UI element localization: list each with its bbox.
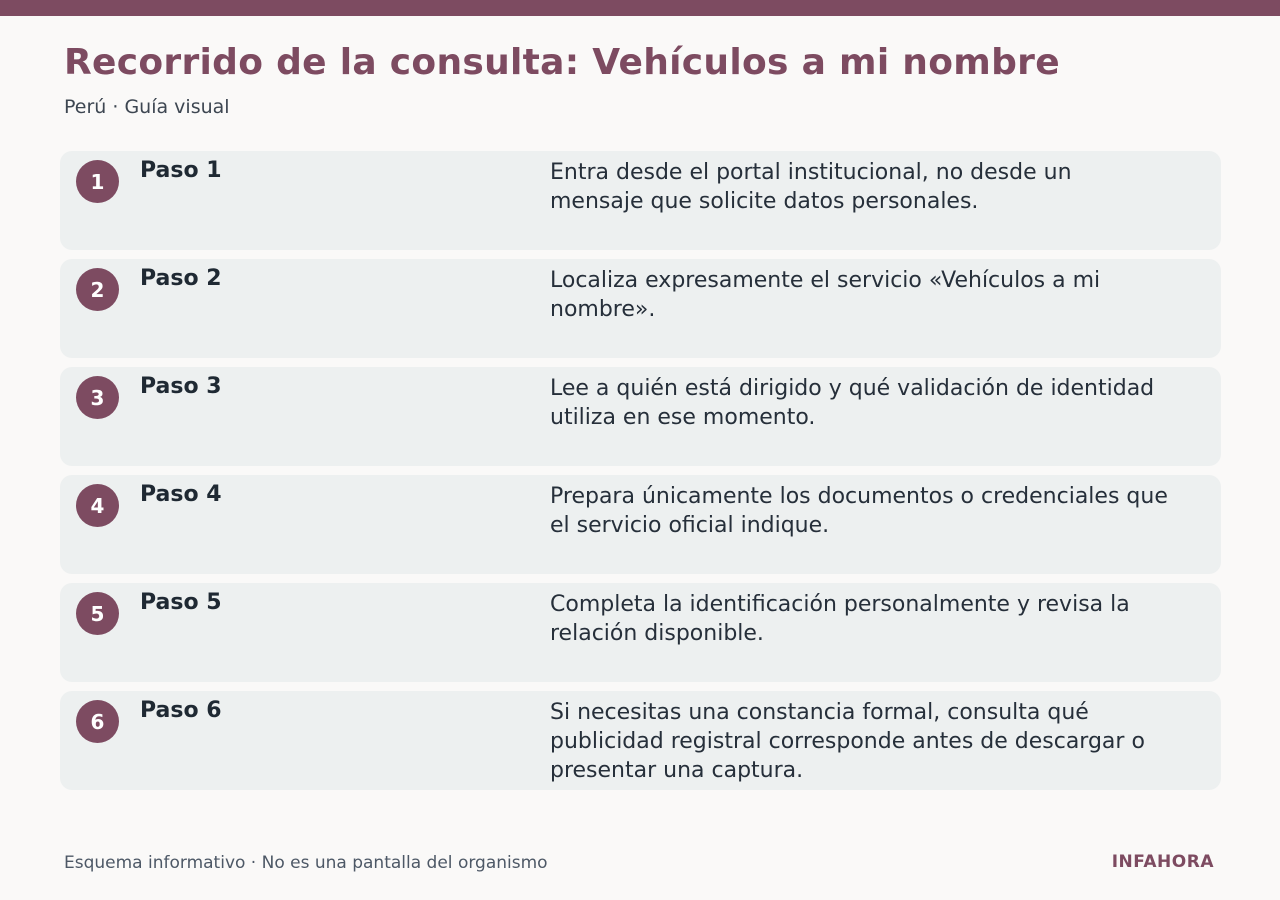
step-number-badge: 6 <box>76 700 119 743</box>
brand-logo-text: INFAHORA <box>1111 852 1214 872</box>
step-card-4 <box>60 475 1221 574</box>
step-number-badge: 1 <box>76 160 119 203</box>
step-description: Si necesitas una constancia formal, consulta qué publicidad registral corresponde antes de descargar o presentar una captura. <box>550 700 1145 783</box>
step-title: Paso 3 <box>140 374 222 399</box>
step-title: Paso 5 <box>140 590 222 615</box>
step-number-badge: 2 <box>76 268 119 311</box>
step-description: Entra desde el portal institucional, no desde un mensaje que solicite datos personales. <box>550 160 1072 214</box>
step-card-1 <box>60 151 1221 250</box>
step-card-6 <box>60 691 1221 790</box>
step-title: Paso 1 <box>140 158 222 183</box>
step-card-2 <box>60 259 1221 358</box>
step-number-badge: 5 <box>76 592 119 635</box>
step-card-3 <box>60 367 1221 466</box>
step-number-badge: 4 <box>76 484 119 527</box>
step-description: Completa la identificación personalmente y revisa la relación disponible. <box>550 592 1130 646</box>
step-description: Prepara únicamente los documentos o credenciales que el servicio oficial indique. <box>550 484 1168 538</box>
step-title: Paso 4 <box>140 482 222 507</box>
steps-list <box>60 151 1221 799</box>
step-number-badge: 3 <box>76 376 119 419</box>
top-accent-bar <box>0 0 1280 16</box>
step-description: Localiza expresamente el servicio «Vehículos a mi nombre». <box>550 268 1101 322</box>
footer-disclaimer: Esquema informativo · No es una pantalla del organismo <box>64 853 548 873</box>
step-title: Paso 6 <box>140 698 222 723</box>
step-title: Paso 2 <box>140 266 222 291</box>
step-card-5 <box>60 583 1221 682</box>
page-subtitle: Perú · Guía visual <box>64 96 230 118</box>
step-description: Lee a quién está dirigido y qué validación de identidad utiliza en ese momento. <box>550 376 1155 430</box>
page-title: Recorrido de la consulta: Vehículos a mi nombre <box>64 42 1060 83</box>
